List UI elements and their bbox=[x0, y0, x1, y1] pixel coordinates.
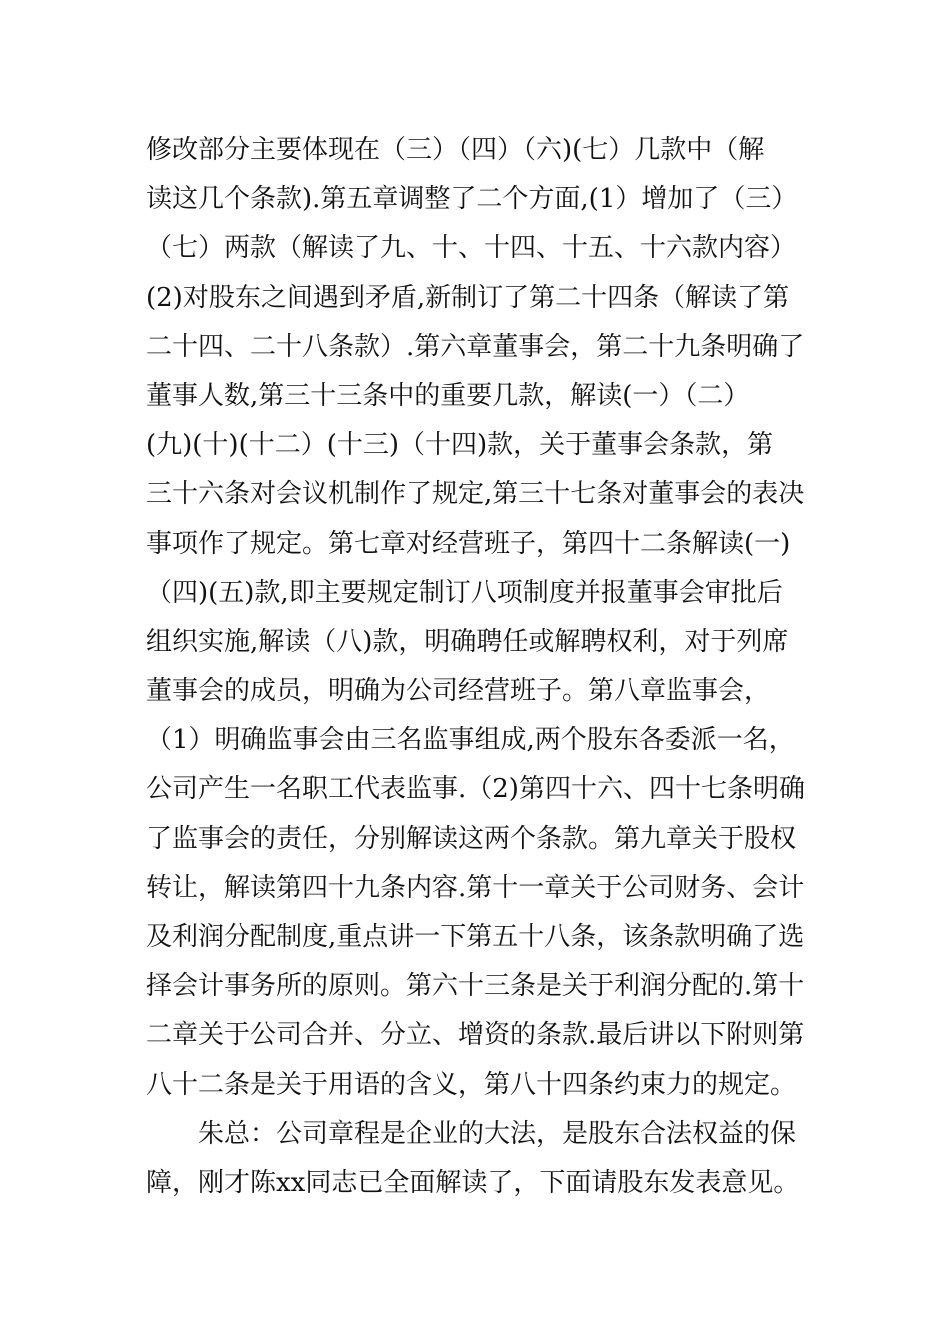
text-line: 修改部分主要体现在（三）（四）（六)(七）几款中（解 bbox=[146, 135, 765, 165]
text-line: 及利润分配制度,重点讲一下第五十八条，该条款明确了选 bbox=[146, 922, 805, 952]
text-line: （七）两款（解读了九、十、十四、十五、十六款内容） bbox=[146, 233, 797, 264]
text-line: 组织实施,解读（八)款，明确聘任或解聘权利，对于列席 bbox=[146, 626, 789, 657]
text-line: 三十六条对会议机制作了规定,第三十七条对董事会的表决 bbox=[146, 479, 805, 510]
text-line: 事项作了规定。第七章对经营班子，第四十二条解读(一) bbox=[146, 528, 791, 559]
text-line: （1）明确监事会由三名监事组成,两个股东各委派一名， bbox=[146, 725, 795, 756]
text-line: 读这几个条款).第五章调整了二个方面,(1）增加了（三） bbox=[146, 184, 798, 215]
text-line: 转让，解读第四十九条内容.第十一章关于公司财务、会计 bbox=[146, 872, 805, 903]
text-line: (2)对股东之间遇到矛盾,新制订了第二十四条（解读了第 bbox=[146, 282, 790, 313]
paragraph-chapter-interpretation bbox=[146, 126, 846, 1110]
text-line: 二章关于公司合并、分立、增资的条款.最后讲以下附则第 bbox=[146, 1020, 805, 1051]
document-body bbox=[146, 126, 846, 1208]
text-line: 障，刚才陈xx同志已全面解读了，下面请股东发表意见。 bbox=[146, 1167, 800, 1198]
text-line: （四)(五)款,即主要规定制订八项制度并报董事会审批后 bbox=[146, 577, 783, 608]
text-line: 择会计事务所的原则。第六十三条是关于利润分配的.第十 bbox=[146, 971, 805, 1002]
paragraph-chairman-remarks bbox=[146, 1110, 846, 1208]
text-line: 公司产生一名职工代表监事.（2)第四十六、四十七条明确 bbox=[146, 774, 805, 805]
text-line: 八十二条是关于用语的含义，第八十四条约束力的规定。 bbox=[146, 1069, 797, 1100]
text-line: 二十四、二十八条款）.第六章董事会，第二十九条明确了 bbox=[146, 331, 805, 362]
text-line: (九)(十)(十二）(十三)（十四)款，关于董事会条款，第 bbox=[146, 430, 774, 461]
text-line: 董事人数,第三十三条中的重要几款，解读(一）（二） bbox=[146, 380, 750, 411]
text-line: 了监事会的责任，分别解读这两个条款。第九章关于股权 bbox=[146, 823, 797, 854]
text-line: 董事会的成员，明确为公司经营班子。第八章监事会， bbox=[146, 676, 771, 707]
text-line: 朱总：公司章程是企业的大法，是股东合法权益的保 bbox=[198, 1118, 797, 1149]
